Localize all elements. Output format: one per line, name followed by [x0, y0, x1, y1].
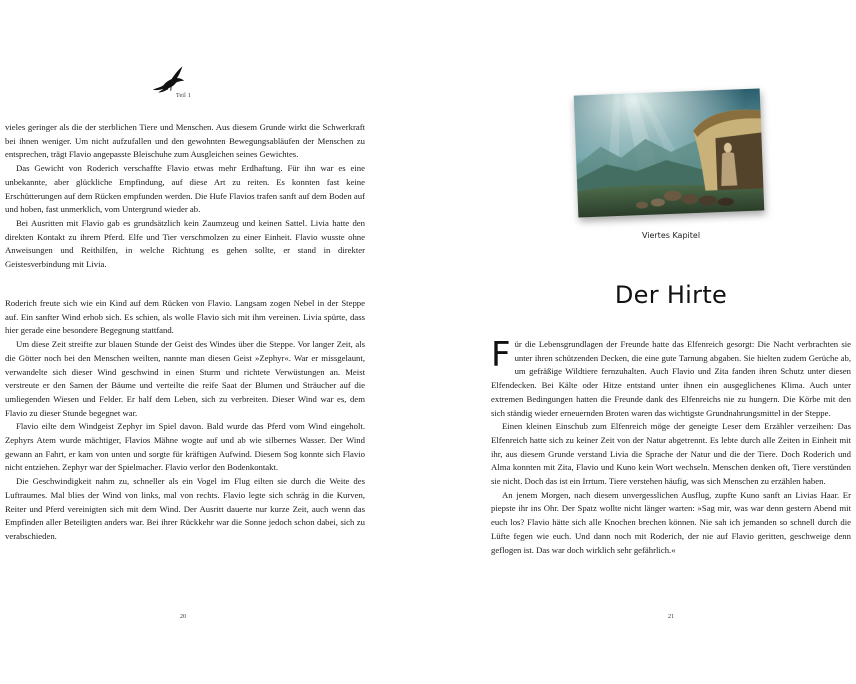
chapter-label: Viertes Kapitel [641, 231, 701, 240]
paragraph: Einen kleinen Einschub zum Elfenreich möge der geneigte Leser dem Erzähler verzeihen: Das Elfenreich hatte sich zu keiner Zeit von der Natur abgetrennt. Es lebte durch alle Zeiten in Einheit mit ihr, aus diesem Grunde verstand Livia die Sprache der Natur und die der Tiere. Doch Roderich und Alma konnten mit Zita, Flavio und Kuno kein Wort wechseln. Menschen denken oft, Tiere verstünden sie nicht. Doch das ist ein Irrtum. Tiere verstehen häufig, was sich Menschen zu erzählen haben. [491, 421, 851, 487]
paragraph: An jenem Morgen, nach diesem unvergesslichen Ausflug, zupfte Kuno sanft an Livias Haar. Er piepste ihr ins Ohr. Der Spatz wollte nicht länger warten: »Sag mir, was war denn gestern Abend mit euch los? Flavio hätte sich alle Knochen brechen können. Nie sah ich jemanden so schnell durch die Lüfte fegen wie euch. Und dann noch mit Roderich, der nie auf Flavio geritten, geschweige denn geflogen ist. Das war doch wirklich sehr gefährlich.« [491, 489, 851, 555]
chapter-title: Der Hirte [614, 281, 728, 309]
first-paragraph [491, 335, 851, 420]
paragraph: Roderich freute sich wie ein Kind auf dem Rücken von Flavio. Langsam zogen Nebel in der Steppe auf. Ein sanfter Wind erhob sich. Es schien, als wolle Flavio sich mit ihm vereinen. Livia spürte, dass hier gerade eine besondere Begegnung stattfand. [5, 298, 365, 336]
left-text-block-1 [5, 121, 365, 272]
page-number: 20 [180, 614, 186, 620]
left-text-block-2 [5, 297, 365, 544]
page-number: 21 [668, 614, 674, 620]
paragraph: vieles geringer als die der sterblichen Tiere und Menschen. Aus diesem Grunde wirkt die Schwerkraft bei ihnen weniger. Um nicht aufzufallen und den gewohnten Bewegungsabläufen der Menschen zu entsprechen, trägt Flavio angepasste Bleischuhe zum Ausgleichen seines Gewichtes. [5, 122, 365, 160]
paragraph: Das Gewicht von Roderich verschaffte Flavio etwas mehr Erdhaftung. Für ihn war es eine unbekannte, aber glückliche Empfindung, auf diese Art zu reiten. Es konnten fast keine Erschütterungen auf dem Rücken empfunden werden. Die Hufe Flavios trafen sanft auf dem Boden auf und hoben, fast unmerklich, vom Untergrund wieder ab. [5, 163, 365, 215]
first-paragraph-text: ür die Lebensgrundlagen der Freunde hatte das Elfenreich gesorgt: Die Nacht verbrachten sie unter ihren schützenden Decken, die eine gute Tarnung abgaben. Sie hielten zudem Gerüche ab, um gefräßige Wildtiere fernzuhalten. Auch Flavio und Zita fanden ihren Schutz unter diesen Elfendecken. Bei Kälte oder Hitze entstand unter ihnen ein ausgeglichenes Klima. Auch unter extremen Bedingungen hatten die Freunde dank des Elfenreichs nie zu hungern. Die Körbe mit den sich ständig wieder erneuernden Broten waren das wichtigste Grundnahrungsmittel in der Steppe. [491, 339, 851, 418]
paragraph: Die Geschwindigkeit nahm zu, schneller als ein Vogel im Flug eilten sie durch die Weite des Luftraumes. Mal blies der Wind von links, mal von rechts. Flavio legte sich schräg in die Kurven, Reiter und Pferd vereinigten sich mit dem Wind. Der Ausritt dauerte nur kurze Zeit, auch wenn das Empfinden aller Beteiligten anders war. Bei ihrer Rückkehr war die Sonne jedoch schon dabei, sich zu verabschieden. [5, 476, 365, 541]
drop-cap: F [491, 335, 511, 375]
raven-icon [150, 62, 186, 96]
paragraph: Um diese Zeit streifte zur blauen Stunde der Geist des Windes über die Steppe. Vor langer Zeit, als die Götter noch bei den Menschen weilten, nannte man diesen Geist »Zephyr«. War er missgelaunt, verwandelte sich dieser Wind geschwind in einen Sturm und richtete Verwüstungen an. Meist verstreute er den Samen der Bäume und verteilte die reife Saat der Blumen und Sträucher auf die umliegenden Wiesen und Felder. Er half dem Leben, sich zu verbreiten. Dieser Wind war es, dem Flavio zu dieser Stunde begegnet war. [5, 339, 365, 418]
shepherd-landscape-illustration [574, 88, 765, 217]
paragraph: Bei Ausritten mit Flavio gab es grundsätzlich kein Zaumzeug und keinen Sattel. Livia hatte den direkten Kontakt zu ihrem Pferd. Elfe und Tier verschmolzen zu einer Einheit. Flavio wusste ohne Anweisungen und Reithilfen, in welche Richtung es gehen sollte, er stand in direkter Geistesverbindung mit Livia. [5, 217, 365, 270]
running-head: Teil 1 [176, 93, 191, 99]
right-text-block [491, 335, 851, 557]
right-page [428, 0, 856, 684]
paragraph: Flavio eilte dem Windgeist Zephyr im Spiel davon. Bald wurde das Pferd vom Wind eingeholt. Zephyrs Atem wurde mächtiger, Flavios Mähne wogte auf und ab wie silbernes Wasser. Der Wind gewann an Fahrt, er kam von unten und sorgte für kräftigen Aufwind. Diesem Sog konnte sich Flavio nicht entziehen. Zephyr war der Spielmacher. Flavio verlor den Bodenkontakt. [5, 421, 365, 473]
